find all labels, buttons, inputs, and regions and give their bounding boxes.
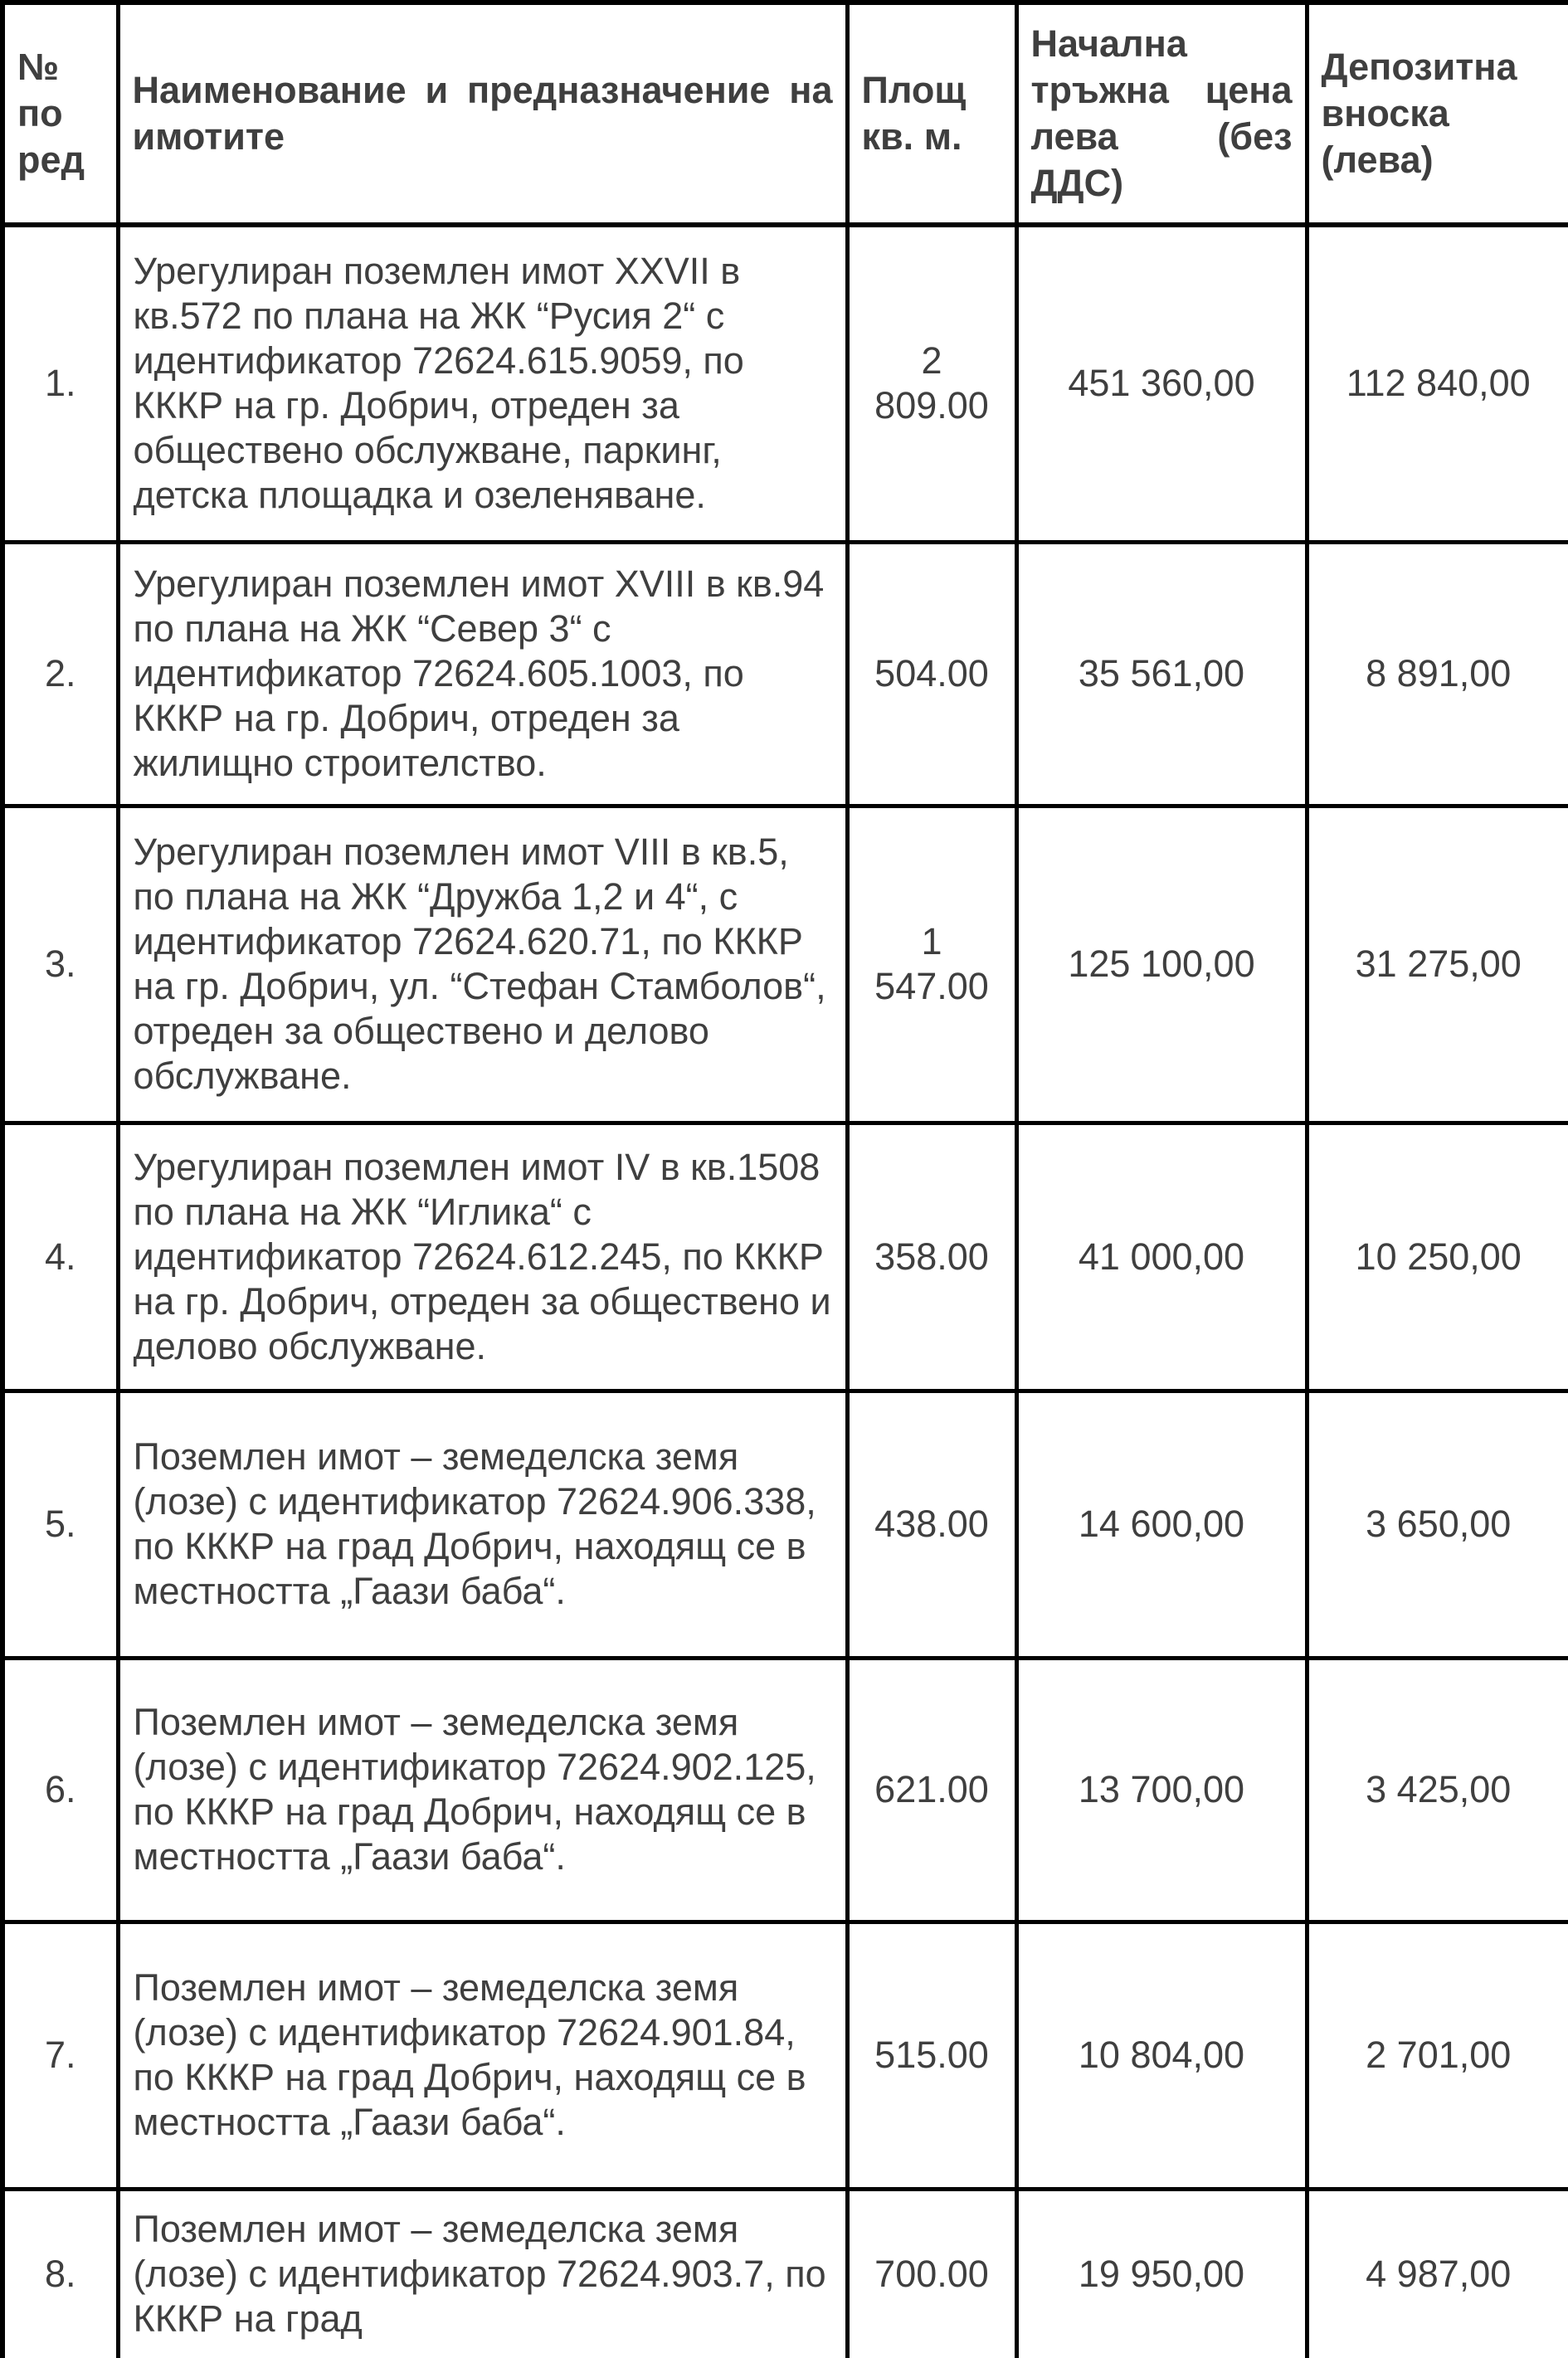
table-row	[2, 225, 1568, 542]
row-number: 5.	[2, 1391, 118, 1658]
deposit-amount: 10 250,00	[1307, 1123, 1568, 1391]
property-description: Урегулиран поземлен имот XXVII в кв.572 по плана на ЖК “Русия 2“ с идентификатор 72624.615.9059, по КККР на гр. Добрич, отреден за обществено обслужване, паркинг, детска площадка и озеленяване.	[118, 225, 847, 542]
deposit-amount: 8 891,00	[1307, 542, 1568, 806]
table-row	[2, 1123, 1568, 1391]
deposit-amount: 31 275,00	[1307, 806, 1568, 1123]
header-cell-number: № по ред	[2, 2, 118, 225]
header-cell-deposit: Депозитна вноска (лева)	[1307, 2, 1568, 225]
table-row	[2, 1922, 1568, 2189]
property-description: Урегулиран поземлен имот IV в кв.1508 по плана на ЖК “Иглика“ с идентификатор 72624.612.245, по КККР на гр. Добрич, отреден за обществено и делово обслужване.	[118, 1123, 847, 1391]
property-description: Поземлен имот – земеделска земя (лозе) с идентификатор 72624.903.7, по КККР на град	[118, 2189, 847, 2358]
table-body	[2, 225, 1568, 2358]
row-number: 8.	[2, 2189, 118, 2358]
property-area: 504.00	[847, 542, 1016, 806]
header-row	[2, 2, 1568, 225]
property-area: 700.00	[847, 2189, 1016, 2358]
property-area: 1 547.00	[847, 806, 1016, 1123]
property-area: 2 809.00	[847, 225, 1016, 542]
starting-price: 125 100,00	[1016, 806, 1307, 1123]
table-header	[2, 2, 1568, 225]
header-cell-name: Наименование и предназначение на имотите	[118, 2, 847, 225]
property-description: Урегулиран поземлен имот XVIII в кв.94 по плана на ЖК “Север 3“ с идентификатор 72624.605.1003, по КККР на гр. Добрич, отреден за жилищно строителство.	[118, 542, 847, 806]
starting-price: 14 600,00	[1016, 1391, 1307, 1658]
starting-price: 10 804,00	[1016, 1922, 1307, 2189]
deposit-amount: 3 425,00	[1307, 1658, 1568, 1922]
table-row	[2, 1391, 1568, 1658]
table-row	[2, 2189, 1568, 2358]
deposit-amount: 112 840,00	[1307, 225, 1568, 542]
table-row	[2, 1658, 1568, 1922]
property-area: 515.00	[847, 1922, 1016, 2189]
header-cell-area: Площ кв. м.	[847, 2, 1016, 225]
row-number: 2.	[2, 542, 118, 806]
row-number: 6.	[2, 1658, 118, 1922]
table-row	[2, 806, 1568, 1123]
property-description: Поземлен имот – земеделска земя (лозе) с идентификатор 72624.902.125, по КККР на град Добрич, находящ се в местността „Гаази баба“.	[118, 1658, 847, 1922]
header-cell-price: Начална тръжна цена лева (без ДДС)	[1016, 2, 1307, 225]
row-number: 1.	[2, 225, 118, 542]
starting-price: 451 360,00	[1016, 225, 1307, 542]
deposit-amount: 4 987,00	[1307, 2189, 1568, 2358]
row-number: 4.	[2, 1123, 118, 1391]
property-description: Поземлен имот – земеделска земя (лозе) с идентификатор 72624.906.338, по КККР на град Добрич, находящ се в местността „Гаази баба“.	[118, 1391, 847, 1658]
row-number: 7.	[2, 1922, 118, 2189]
property-area: 438.00	[847, 1391, 1016, 1658]
table-row	[2, 542, 1568, 806]
starting-price: 35 561,00	[1016, 542, 1307, 806]
property-description: Поземлен имот – земеделска земя (лозе) с идентификатор 72624.901.84, по КККР на град Добрич, находящ се в местността „Гаази баба“.	[118, 1922, 847, 2189]
starting-price: 19 950,00	[1016, 2189, 1307, 2358]
deposit-amount: 3 650,00	[1307, 1391, 1568, 1658]
starting-price: 13 700,00	[1016, 1658, 1307, 1922]
starting-price: 41 000,00	[1016, 1123, 1307, 1391]
property-area: 621.00	[847, 1658, 1016, 1922]
deposit-amount: 2 701,00	[1307, 1922, 1568, 2189]
property-description: Урегулиран поземлен имот VIII в кв.5, по плана на ЖК “Дружба 1,2 и 4“, с идентификатор 72624.620.71, по КККР на гр. Добрич, ул. “Стефан Стамболов“, отреден за обществено и делово обслужване.	[118, 806, 847, 1123]
property-area: 358.00	[847, 1123, 1016, 1391]
row-number: 3.	[2, 806, 118, 1123]
